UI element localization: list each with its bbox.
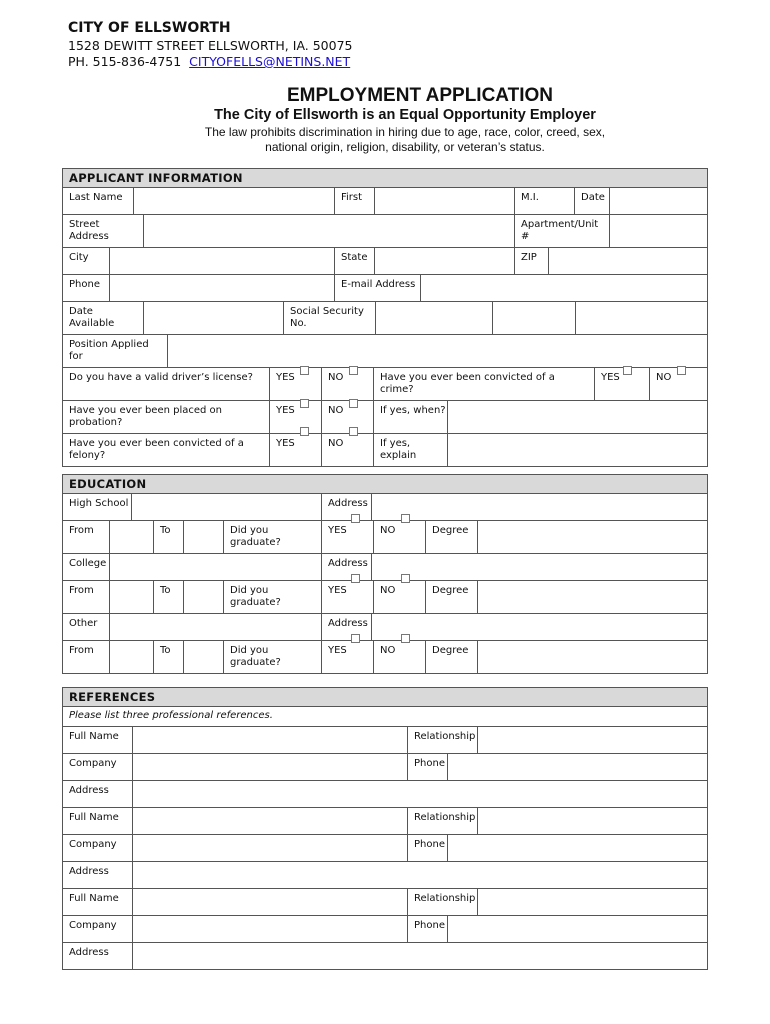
license-yes-checkbox[interactable] <box>300 366 309 375</box>
reference-3-address-row <box>63 943 707 969</box>
education-section <box>62 474 708 674</box>
from-label: From <box>69 585 94 596</box>
hs-from-field[interactable] <box>109 521 153 553</box>
hs-yes-checkbox[interactable] <box>351 514 360 523</box>
hs-degree-field[interactable] <box>477 521 707 553</box>
crime-yes-label: YES <box>594 368 649 400</box>
org-contact <box>68 54 350 69</box>
ref1-company-field[interactable] <box>132 754 407 780</box>
yes-label: YES <box>321 521 373 553</box>
felony-no-label: NO <box>321 434 373 466</box>
reference-2-company-row <box>63 835 707 862</box>
probation-no-label: NO <box>321 401 373 433</box>
high-school-dates-row <box>63 521 707 554</box>
from-label: From <box>69 525 94 536</box>
city-row <box>63 248 707 275</box>
license-no-label: NO <box>321 368 373 400</box>
position-label: Position Applied for <box>69 339 149 362</box>
city-label: City <box>69 252 89 263</box>
date-available-label: Date Available <box>69 306 115 329</box>
to-label: To <box>153 581 183 613</box>
college-address-field[interactable] <box>371 554 707 580</box>
ssn-field-1[interactable] <box>375 302 492 334</box>
org-email-link[interactable]: CITYOFELLS@NETINS.NET <box>189 54 351 69</box>
position-field[interactable] <box>167 335 707 367</box>
references-note: Please list three professional references. <box>69 710 273 721</box>
college-degree-field[interactable] <box>477 581 707 613</box>
other-label: Other <box>69 618 98 629</box>
college-row <box>63 554 707 581</box>
college-dates-row <box>63 581 707 614</box>
to-label: To <box>153 521 183 553</box>
crime-question: Have you ever been convicted of a crime? <box>373 368 594 400</box>
phone-label: Phone <box>407 835 447 861</box>
company-label: Company <box>69 920 117 931</box>
ref3-company-field[interactable] <box>132 916 407 942</box>
org-name: CITY OF ELLSWORTH <box>68 20 231 36</box>
city-field[interactable] <box>109 248 334 274</box>
ref1-name-field[interactable] <box>132 727 407 753</box>
felony-explain-field[interactable] <box>447 434 707 466</box>
availability-row <box>63 302 707 335</box>
street-address-label: Street Address <box>69 219 109 242</box>
reference-3-name-row <box>63 889 707 916</box>
crime-no-label: NO <box>649 368 707 400</box>
hs-no-checkbox[interactable] <box>401 514 410 523</box>
graduate-label: Did you graduate? <box>223 641 321 673</box>
college-yes-checkbox[interactable] <box>351 574 360 583</box>
phone-label: Phone <box>407 754 447 780</box>
other-field[interactable] <box>109 614 321 640</box>
high-school-label: High School <box>69 498 129 509</box>
section-heading: APPLICANT INFORMATION <box>63 169 707 188</box>
apartment-field[interactable] <box>609 215 707 247</box>
zip-label: ZIP <box>514 248 548 274</box>
other-yes-checkbox[interactable] <box>351 634 360 643</box>
other-address-field[interactable] <box>371 614 707 640</box>
last-name-label: Last Name <box>69 192 123 203</box>
ssn-label: Social Security No. <box>283 302 375 334</box>
other-row <box>63 614 707 641</box>
degree-label: Degree <box>425 641 477 673</box>
ssn-field-3[interactable] <box>575 302 707 334</box>
references-note-row <box>63 707 707 727</box>
graduate-label: Did you graduate? <box>223 521 321 553</box>
zip-field[interactable] <box>548 248 707 274</box>
street-row <box>63 215 707 248</box>
high-school-address-field[interactable] <box>371 494 707 520</box>
reference-2-address-row <box>63 862 707 889</box>
crime-yes-checkbox[interactable] <box>623 366 632 375</box>
college-from-field[interactable] <box>109 581 153 613</box>
felony-question: Have you ever been convicted of a felony? <box>69 438 244 461</box>
reference-1-company-row <box>63 754 707 781</box>
phone-label: Phone <box>407 916 447 942</box>
felony-no-checkbox[interactable] <box>349 427 358 436</box>
full-name-label: Full Name <box>69 731 119 742</box>
other-degree-field[interactable] <box>477 641 707 673</box>
ref2-relationship-field[interactable] <box>477 808 707 834</box>
if-yes-explain-label: If yes, explain <box>373 434 447 466</box>
from-label: From <box>69 645 94 656</box>
no-label: NO <box>373 641 425 673</box>
relationship-label: Relationship <box>407 808 477 834</box>
apartment-label: Apartment/Unit # <box>514 215 609 247</box>
degree-label: Degree <box>425 581 477 613</box>
college-no-checkbox[interactable] <box>401 574 410 583</box>
applicant-information-section <box>62 168 708 467</box>
reference-1-address-row <box>63 781 707 808</box>
other-address-label: Address <box>321 614 371 640</box>
address-label: Address <box>69 785 109 796</box>
probation-when-field[interactable] <box>447 401 707 433</box>
email-field[interactable] <box>420 275 707 301</box>
to-label: To <box>153 641 183 673</box>
ref2-name-field[interactable] <box>132 808 407 834</box>
phone-field[interactable] <box>109 275 334 301</box>
probation-no-checkbox[interactable] <box>349 399 358 408</box>
ref2-phone-field[interactable] <box>447 835 707 861</box>
hs-to-field[interactable] <box>183 521 223 553</box>
college-field[interactable] <box>109 554 321 580</box>
state-label: State <box>334 248 374 274</box>
email-label: E-mail Address <box>334 275 420 301</box>
high-school-address-label: Address <box>321 494 371 520</box>
if-yes-when-label: If yes, when? <box>373 401 447 433</box>
degree-label: Degree <box>425 521 477 553</box>
ref3-name-field[interactable] <box>132 889 407 915</box>
yes-label: YES <box>321 581 373 613</box>
yes-label: YES <box>321 641 373 673</box>
ref3-address-field[interactable] <box>132 943 707 969</box>
college-to-field[interactable] <box>183 581 223 613</box>
high-school-field[interactable] <box>131 494 321 520</box>
ssn-field-2[interactable] <box>492 302 575 334</box>
reference-1-name-row <box>63 727 707 754</box>
ref3-phone-field[interactable] <box>447 916 707 942</box>
address-label: Address <box>69 866 109 877</box>
org-phone: PH. 515-836-4751 <box>68 54 182 69</box>
ref1-phone-field[interactable] <box>447 754 707 780</box>
first-name-label: First <box>334 188 374 214</box>
no-label: NO <box>373 581 425 613</box>
address-label: Address <box>69 947 109 958</box>
no-label: NO <box>373 521 425 553</box>
company-label: Company <box>69 758 117 769</box>
other-to-field[interactable] <box>183 641 223 673</box>
other-dates-row <box>63 641 707 673</box>
probation-row <box>63 401 707 434</box>
license-crime-row <box>63 368 707 401</box>
other-from-field[interactable] <box>109 641 153 673</box>
date-available-field[interactable] <box>143 302 283 334</box>
date-field[interactable] <box>609 188 707 214</box>
relationship-label: Relationship <box>407 727 477 753</box>
full-name-label: Full Name <box>69 812 119 823</box>
law-notice-line-2: national origin, religion, disability, or veteran’s status. <box>265 140 545 154</box>
crime-no-checkbox[interactable] <box>677 366 686 375</box>
ref1-address-field[interactable] <box>132 781 707 807</box>
page-subtitle: The City of Ellsworth is an Equal Opportunity Employer <box>214 107 596 123</box>
ref3-relationship-field[interactable] <box>477 889 707 915</box>
felony-yes-label: YES <box>269 434 321 466</box>
felony-yes-checkbox[interactable] <box>300 427 309 436</box>
full-name-label: Full Name <box>69 893 119 904</box>
date-label: Date <box>574 188 609 214</box>
probation-yes-label: YES <box>269 401 321 433</box>
references-section <box>62 687 708 970</box>
company-label: Company <box>69 839 117 850</box>
state-field[interactable] <box>374 248 514 274</box>
college-address-label: Address <box>321 554 371 580</box>
section-heading: EDUCATION <box>63 475 707 494</box>
page-title: EMPLOYMENT APPLICATION <box>287 85 553 106</box>
high-school-row <box>63 494 707 521</box>
college-label: College <box>69 558 107 569</box>
reference-3-company-row <box>63 916 707 943</box>
relationship-label: Relationship <box>407 889 477 915</box>
street-address-field[interactable] <box>143 215 514 247</box>
license-question: Do you have a valid driver’s license? <box>69 372 253 383</box>
position-row <box>63 335 707 368</box>
probation-yes-checkbox[interactable] <box>300 399 309 408</box>
ref2-company-field[interactable] <box>132 835 407 861</box>
name-row <box>63 188 707 215</box>
license-no-checkbox[interactable] <box>349 366 358 375</box>
ref2-address-field[interactable] <box>132 862 707 888</box>
law-notice-line-1: The law prohibits discrimination in hiring due to age, race, color, creed, sex, <box>204 125 606 139</box>
reference-2-name-row <box>63 808 707 835</box>
probation-question: Have you ever been placed on probation? <box>69 405 223 428</box>
phone-row <box>63 275 707 302</box>
first-name-field[interactable] <box>374 188 514 214</box>
section-heading: REFERENCES <box>63 688 707 707</box>
graduate-label: Did you graduate? <box>223 581 321 613</box>
mi-label: M.I. <box>514 188 574 214</box>
felony-row <box>63 434 707 466</box>
phone-label: Phone <box>69 279 100 290</box>
license-yes-label: YES <box>269 368 321 400</box>
org-address: 1528 DEWITT STREET ELLSWORTH, IA. 50075 <box>68 38 353 53</box>
other-no-checkbox[interactable] <box>401 634 410 643</box>
ref1-relationship-field[interactable] <box>477 727 707 753</box>
